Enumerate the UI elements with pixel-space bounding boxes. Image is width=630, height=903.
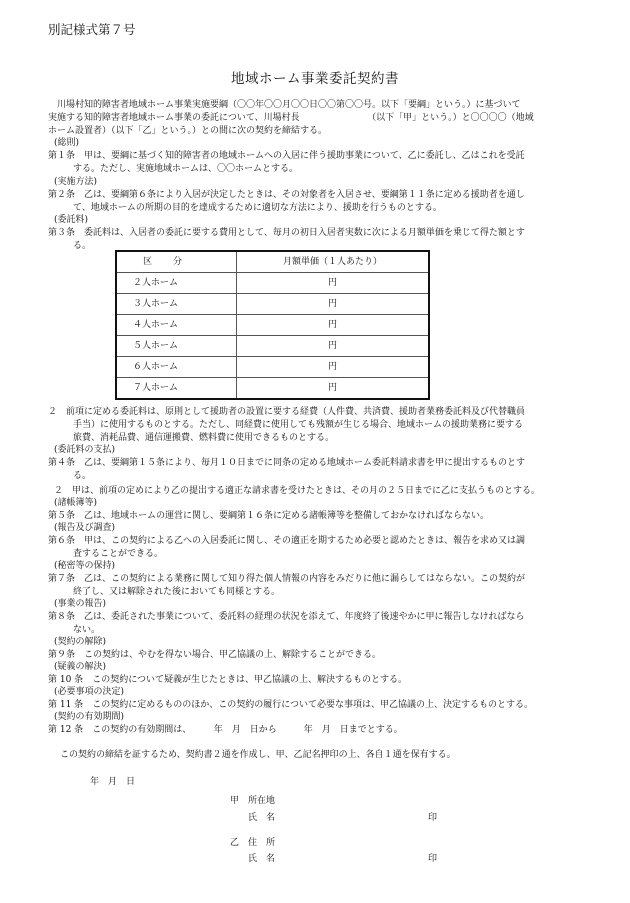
article-label: 第 10 条 — [48, 675, 84, 685]
table-header-price: 月額単価（１人あたり） — [237, 251, 430, 273]
fee-table — [115, 250, 430, 400]
article-9-line-1 — [48, 649, 588, 662]
article-3-para-2-line-1 — [48, 406, 588, 419]
article-label: 第５条 — [48, 511, 76, 521]
article-4-line-1 — [48, 457, 588, 470]
article-caption: (実施方法) — [54, 177, 98, 187]
article-text: この契約の有効期間は、 年 月 日から 年 月 日までとする。 — [92, 725, 403, 735]
article-text: この契約について疑義が生じたときは、甲乙協議の上、解決するものとする。 — [92, 675, 408, 685]
article-caption: (委託料の支払) — [54, 445, 116, 455]
table-cell-category: ６人ホーム — [116, 357, 237, 378]
paragraph-label: ２ — [48, 407, 58, 417]
article-text: 甲は、要綱に基づく知的障害者の地域ホームへの入居に伴う援助事業について、乙に委託し、乙はこれを受託 — [84, 151, 525, 161]
table-cell-unit: 円 — [237, 336, 430, 357]
party-a-address-label: 所在地 — [248, 796, 276, 806]
article-8-line-2: ない。 — [73, 625, 101, 635]
article-label: 第２条 — [48, 190, 76, 200]
table-cell-category: ２人ホーム — [116, 273, 237, 294]
article-10-line-1 — [48, 674, 588, 687]
article-caption: (報告及び調査) — [54, 523, 116, 533]
party-a-name-label: 氏 名 — [248, 813, 276, 823]
table-cell-unit: 円 — [237, 273, 430, 294]
paragraph-label: ２ — [54, 486, 64, 496]
article-caption: (秘密等の保持) — [54, 561, 116, 571]
article-caption: (必要事項の決定) — [54, 687, 125, 697]
article-2-line-1 — [48, 189, 588, 202]
party-b-address-label: 住 所 — [248, 838, 276, 848]
article-caption: (契約の解除) — [54, 637, 107, 647]
article-text: この契約に定めるもののほか、この契約の履行について必要な事項は、甲乙協議の上、決定するものとする。 — [92, 700, 534, 710]
party-b-label: 乙 — [230, 838, 240, 848]
article-3-line-2: る。 — [73, 241, 92, 251]
party-b-seal: 印 — [428, 854, 438, 864]
article-12-line-1 — [48, 724, 588, 737]
closing-statement: この契約の締結を証するため、契約書２通を作成し、甲、乙記名押印の上、各自１通を保有する。 — [60, 750, 456, 760]
table-cell-unit: 円 — [237, 378, 430, 400]
article-label: 第１条 — [48, 151, 76, 161]
article-caption: (疑義の解決) — [54, 662, 107, 672]
article-3-line-1 — [48, 227, 588, 240]
article-label: 第９条 — [48, 650, 76, 660]
article-text: 乙は、要綱第１５条により、毎月１０日までに同条の定める地域ホーム委託料請求書を甲に提出するものとす — [84, 458, 526, 468]
table-header-category: 区 分 — [116, 251, 237, 273]
table-row — [116, 336, 429, 357]
article-11-line-1 — [48, 699, 588, 712]
article-6-line-1 — [48, 535, 588, 548]
table-row — [116, 357, 429, 378]
table-row — [116, 315, 429, 336]
table-cell-unit: 円 — [237, 315, 430, 336]
table-cell-unit: 円 — [237, 357, 430, 378]
intro-line-3: ホーム設置者）（以下「乙」という。）との間に次の契約を締結する。 — [48, 126, 328, 136]
paragraph-text: 甲は、前項の定めにより乙の提出する適正な請求書を受けたときは、その月の２５日までに乙に支払うものとする。 — [72, 486, 541, 496]
intro-line-2: 実施する知的障害者地域ホーム事業の委託について、川場村長 （以下「甲」という。）と〇〇〇〇（地域 — [48, 113, 534, 123]
article-7-line-1 — [48, 573, 588, 586]
table-row — [116, 273, 429, 294]
party-b-name-label: 氏 名 — [248, 854, 276, 864]
table-row — [116, 294, 429, 315]
article-caption: (総則) — [54, 138, 80, 148]
article-caption: (契約の有効期間) — [54, 712, 125, 722]
article-3-para-2-line-3: 旅費、消耗品費、通信運搬費、燃料費に使用できるものとする。 — [73, 433, 335, 443]
article-8-line-1 — [48, 611, 588, 624]
paragraph-text: 前項に定める委託料は、原則として援助者の設置に要する経費（人件費、共済費、援助者業務委託料及び代替職員 — [66, 407, 526, 417]
party-a-seal: 印 — [428, 813, 438, 823]
article-4-line-2: る。 — [73, 471, 92, 481]
intro-line-1: 川場村知的障害者地域ホーム事業実施要綱（〇〇年〇〇月〇〇日〇〇第〇〇号。以下「要綱」という。）に基づいて — [48, 100, 521, 110]
table-cell-category: ４人ホーム — [116, 315, 237, 336]
article-3-para-2-line-2: 手当）に使用するものとする。ただし、同経費に使用しても残額が生じる場合、地域ホームの援助業務に要する — [73, 420, 524, 430]
article-1-line-2: する。ただし、実施地域ホームは、〇〇ホームとする。 — [73, 164, 299, 174]
article-1-line-1 — [48, 150, 588, 163]
article-text: この契約は、やむを得ない場合、甲乙協議の上、解除することができる。 — [84, 650, 382, 660]
article-label: 第３条 — [48, 228, 76, 238]
article-2-line-2: て、地域ホームの所期の目的を達成するために適切な方法により、援助を行うものとする。 — [73, 203, 442, 213]
article-4-para-2 — [54, 485, 594, 498]
table-cell-unit: 円 — [237, 294, 430, 315]
article-label: 第 11 条 — [48, 700, 84, 710]
date-line: 年 月 日 — [90, 777, 136, 787]
table-cell-category: ５人ホーム — [116, 336, 237, 357]
table-cell-category: ７人ホーム — [116, 378, 237, 400]
article-text: 乙は、地域ホームの運営に関し、要綱第１６条に定める諸帳簿等を整備しておかなければならない。 — [84, 511, 490, 521]
party-a-label: 甲 — [230, 796, 240, 806]
article-6-line-2: 査することができる。 — [73, 549, 164, 559]
article-caption: (諸帳簿等) — [54, 498, 98, 508]
document-title: 地域ホーム事業委託契約書 — [231, 71, 399, 87]
article-label: 第６条 — [48, 536, 76, 546]
table-header-row — [116, 251, 429, 273]
article-label: 第８条 — [48, 612, 76, 622]
table-row — [116, 378, 429, 400]
article-label: 第４条 — [48, 458, 76, 468]
article-label: 第７条 — [48, 574, 76, 584]
table-cell-category: ３人ホーム — [116, 294, 237, 315]
article-7-line-2: 終了し、又は解除された後においても同様とする。 — [73, 587, 281, 597]
article-5-line-1 — [48, 510, 588, 523]
article-text: 乙は、この契約による業務に関して知り得た個人情報の内容をみだりに他に漏らしてはならない。この契約が — [84, 574, 526, 584]
article-caption: (事業の報告) — [54, 599, 107, 609]
article-caption: (委託料) — [54, 215, 89, 225]
article-text: 乙は、要綱第６条により入居が決定したときは、その対象者を入居させ、要綱第１１条に定める援助者を通し — [84, 190, 525, 200]
article-text: 乙は、委託された事業について、委託料の経理の状況を添えて、年度終了後速やかに甲に報告しなければなら — [84, 612, 525, 622]
form-number: 別記様式第７号 — [48, 22, 136, 37]
article-text: 委託料は、入居者の委託に要する費用として、毎月の初日入居者実数に次による月額単価を乗じて得た額とす — [84, 228, 525, 238]
article-label: 第 12 条 — [48, 725, 84, 735]
article-text: 甲は、この契約による乙への入居委託に関し、その適正を期するため必要と認めたときは、報告を求め又は調 — [84, 536, 526, 546]
